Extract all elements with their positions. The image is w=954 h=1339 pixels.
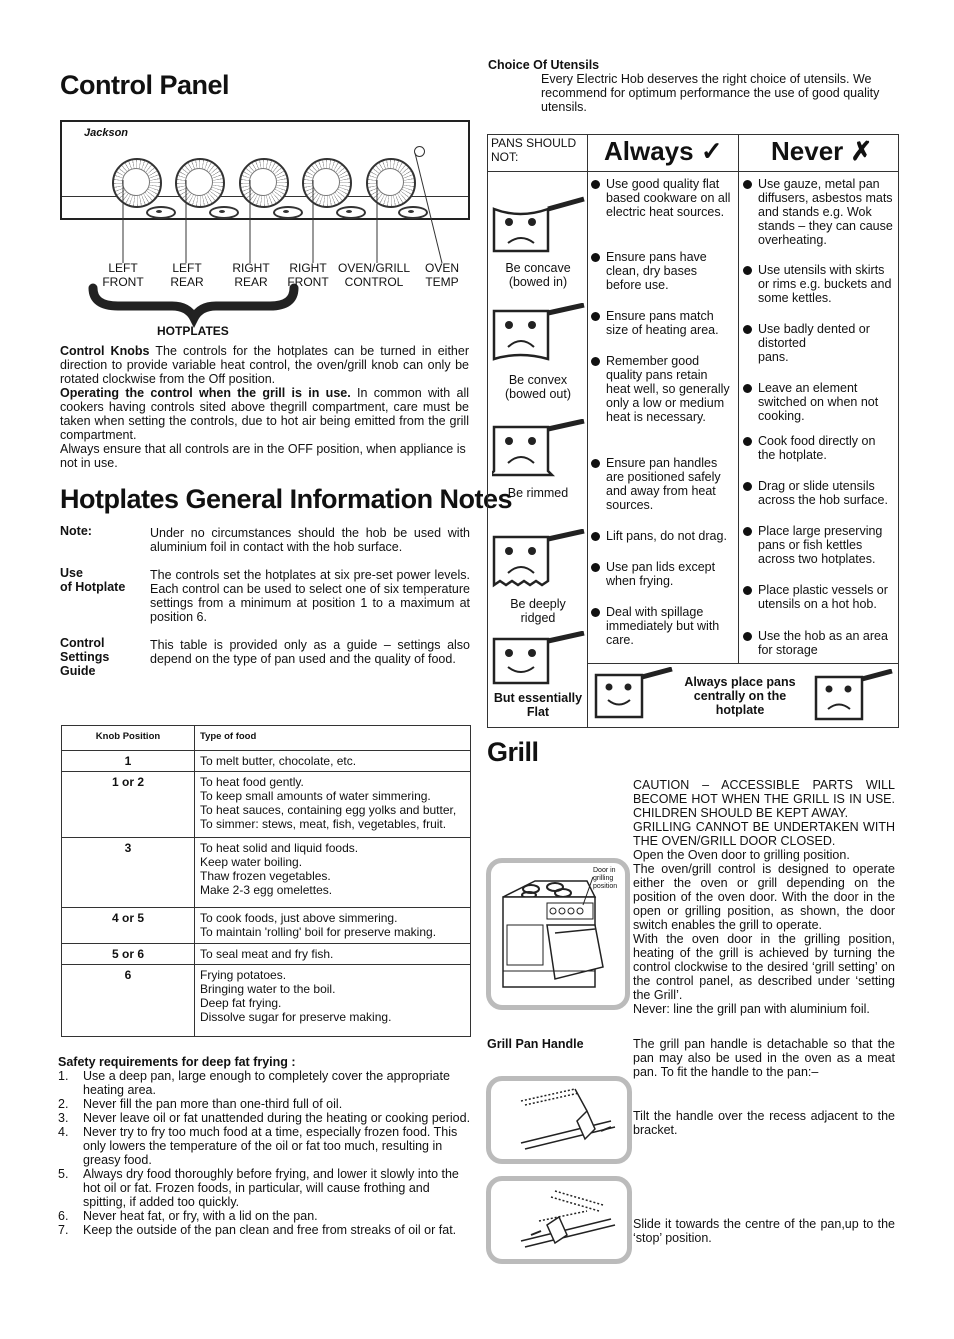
control-panel-title: Control Panel [60, 70, 230, 100]
convex-pan-icon [492, 303, 588, 365]
table-header-row [62, 726, 471, 751]
use-of-hotplate-text: The controls set the hotplates at six pre-set power levels. Each control can be used to select one of six temperature settings from a minimum at position 1 to a maximum at position 6. [150, 568, 470, 624]
centred-pan-happy-icon [594, 667, 674, 723]
knob-label-left-rear: LEFT REAR [170, 261, 204, 289]
safety-heading: Safety requirements for deep fat frying : [58, 1055, 296, 1069]
list-item: 6. Never heat fat, or fry, with a lid on the pan. [58, 1209, 318, 1223]
tilt-handle-text: Tilt the handle over the recess adjacent to the bracket. [633, 1109, 895, 1137]
list-item: 5. Always dry food thoroughly before frying, and lower it slowly into the hot oil or fat. Frozen foods, in particular, will cause frothing and spitting, if added too quickly. [58, 1167, 459, 1209]
table-header-food: Type of food [195, 726, 471, 751]
hotplates-brace-icon [93, 288, 294, 318]
grill-title: Grill [487, 737, 539, 767]
centre-note: Always place pans centrally on the hotplate [684, 675, 796, 717]
table-row: 1 or 2 To heat food gently. To keep small amounts of water simmering. To heat sauces, containing egg yolks and butter, To simmer: stews, meat, fish, vegetables, fruit. [62, 772, 471, 838]
pan-label-flat: But essentially Flat [493, 691, 583, 719]
note-label: Note: [60, 524, 92, 538]
pan-label-convex: Be convex (bowed out) [504, 373, 571, 401]
table-row: 5 or 6 To seal meat and fry fish. [62, 944, 471, 965]
control-settings-text: This table is provided only as a guide – settings also depend on the type of pan used and the quality of food. [150, 638, 470, 666]
utensils-table: PANS SHOULD NOT: Always ✓ Never ✗ Be concave (bowed in) Be convex (bowed out) Be rimmed Be deeply ridged But essentially Flat Use good quality flat based cookware on all electric heat sources. Ensure pans have clean, dry bases before use. Ensure pans match size of heating area. Remember good quality pans retain heat well, so generally only a low or medium heat is necessary. Ensure pan handles are positioned safely and away from heat sources. Lift pans, do not drag. Use pan lids except when frying. Deal with spillage immediately but with care. Use gauze, metal pan diffusers, asbestos mats and stands e.g. Wok stands – they can cause overheating. Use utensils with skirts or rims e.g. buckets and some kettles. Use badly dented or distorted pans. Leave an element switched on when not cooking. Cook food directly on the hotplate. Drag or slide utensils across the hob surface. Place large preserving pans or fish kettles across two hotplates. Place plastic vessels or utensils on a hot hob. Use the hob as an area for storage Always place pans centrally on the hotplate [487, 134, 899, 728]
list-item: 2. Never fill the pan more than one-third full of oil. [58, 1097, 343, 1111]
grill-pan-handle-label: Grill Pan Handle [487, 1037, 584, 1051]
handle-tilt-illustration [486, 1076, 632, 1164]
brand-logo: Jackson [84, 127, 129, 139]
table-row: 1 To melt butter, chocolate, etc. [62, 751, 471, 772]
concave-pan-icon [492, 195, 588, 257]
knob-label-oven-grill: OVEN/GRILL CONTROL [337, 261, 411, 289]
table-row: 3 To heat solid and liquid foods. Keep water boiling. Thaw frozen vegetables. Make 2-3 egg omelettes. [62, 838, 471, 908]
pan-label-rimmed: Be rimmed [507, 486, 569, 500]
handle-slide-illustration [486, 1176, 632, 1264]
ridged-pan-icon [492, 529, 588, 591]
slide-handle-text: Slide it towards the centre of the pan,up to the ‘stop’ position. [633, 1217, 895, 1245]
list-item: 1. Use a deep pan, large enough to completely cover the appropriate heating area. [58, 1069, 450, 1097]
grill-instructions: CAUTION – ACCESSIBLE PARTS WILL BECOME HOT WHEN THE GRILL IS IN USE. CHILDREN SHOULD BE KEPT AWAY. GRILLING CANNOT BE UNDERTAKEN WITH THE OVEN/GRILL DOOR CLOSED. Open the Oven door to grilling position. The oven/grill control is designed to operate either the oven or grill depending on the position of the oven door. With the door in the open or grilling position, as shown, the door switch enables the grill to operate. With the oven door in the grilling position, heating of the grill is achieved by turning the control clockwise to the desired ‘grill setting’ on the control panel, as described under ‘setting the Grill’. Never: line the grill pan with aluminium foil. [633, 778, 895, 1016]
always-header: Always ✓ [604, 136, 723, 166]
knob-label-oven-temp: OVEN TEMP [424, 261, 459, 289]
rimmed-pan-icon [492, 419, 588, 481]
control-settings-label: Control Settings Guide [60, 636, 110, 678]
use-of-hotplate-label: Use of Hotplate [60, 566, 126, 594]
safety-list [58, 1069, 472, 1237]
table-row: 6 Frying potatoes. Bringing water to the boil. Deep fat frying. Dissolve sugar for preserve making. [62, 965, 471, 1037]
hotplates-title: Hotplates General Information Notes [60, 484, 513, 514]
table-header-knob: Knob Position [62, 726, 195, 751]
knob-pointer-lines [60, 120, 470, 330]
oven-illustration [486, 858, 630, 1010]
knob-label-right-front: RIGHT FRONT [287, 261, 329, 289]
pans-should-not-header: PANS SHOULD NOT: [491, 136, 577, 164]
note-text: Under no circumstances should the hob be used with aluminium foil in contact with the hob surface. [150, 526, 470, 554]
pan-label-concave: Be concave (bowed in) [505, 261, 571, 289]
knob-label-left-front: LEFT FRONT [102, 261, 144, 289]
never-header: Never ✗ [771, 136, 873, 166]
hotplates-label: HOTPLATES [157, 324, 229, 338]
knob-settings-table [61, 725, 471, 1037]
control-knobs-text: Control Knobs The controls for the hotplates can be turned in either direction to provide variable heat control, the oven/grill knob can only be rotated clockwise from the Off position. Operating the control when the grill is in use. In common with all cookers having controls sited above thegrill compartment, care must be taken when setting the controls, due to hot air being emitted from the grill compartment. Always ensure that all controls are in the OFF position, when appliance is not in use. [60, 344, 469, 470]
utensils-intro: Every Electric Hob deserves the right choice of utensils. We recommend for optimum performance the use of good quality utensils. [541, 72, 880, 114]
utensils-heading: Choice Of Utensils [488, 58, 600, 72]
door-position-label: Door in grilling position [593, 867, 618, 890]
table-row: 4 or 5 To cook foods, just above simmering. To maintain 'rolling' boil for preserve making. [62, 908, 471, 944]
grill-pan-handle-text: The grill pan handle is detachable so that the pan may also be used in the oven as a meat pan. To fit the handle to the pan:– [633, 1037, 895, 1079]
list-item: 4. Never try to fry too much food at a time, especially frozen food. This only lowers the temperature of the oil or fat too much, resulting in greasy food. [58, 1125, 458, 1167]
list-item: 3. Never leave oil or fat unattended during the heating or cooking period. [58, 1111, 471, 1125]
list-item: 7. Keep the outside of the pan clean and free from streaks of oil or fat. [58, 1223, 457, 1237]
knob-label-right-rear: RIGHT REAR [232, 261, 270, 289]
offcentre-pan-sad-icon [814, 669, 894, 725]
flat-pan-happy-icon [492, 631, 588, 687]
pan-label-ridged: Be deeply ridged [510, 597, 566, 625]
